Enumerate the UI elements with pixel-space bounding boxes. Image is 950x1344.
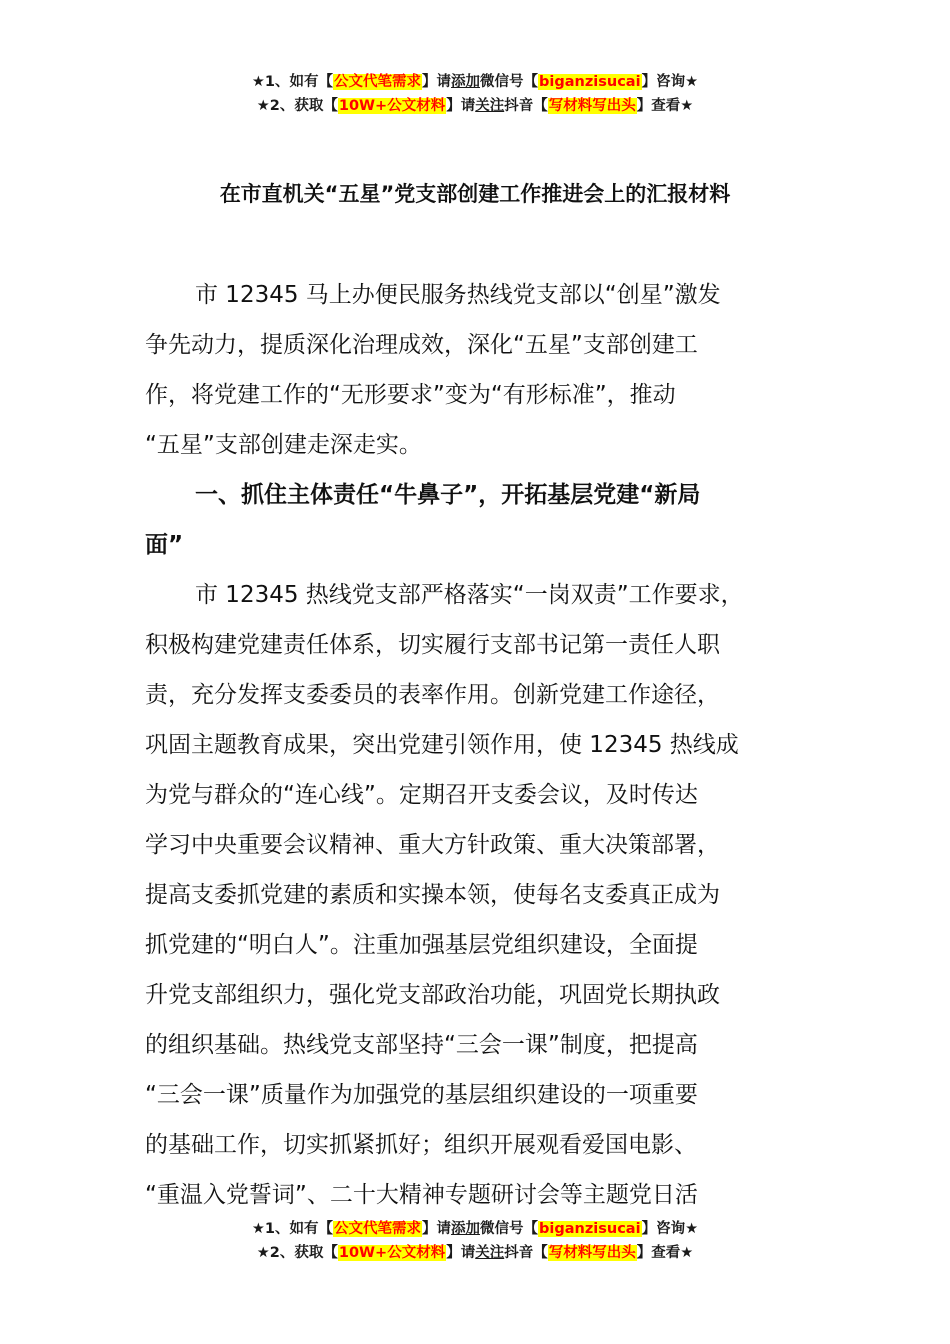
highlight-wechat-id: biganzisucai	[539, 74, 641, 90]
header-banner	[0, 70, 950, 118]
paragraph-1-line: 市 12345 马上办便民服务热线党支部以“创星”激发	[195, 282, 721, 308]
document-title: 在市直机关“五星”党支部创建工作推进会上的汇报材料	[219, 182, 731, 206]
paragraph-2-line: 巩固主题教育成果，突出党建引领作用，使 12345 热线成	[145, 732, 739, 758]
footer-banner-line-1: ★1、如有【公文代笔需求】请添加微信号【biganzisucai】咨询★	[251, 1221, 699, 1237]
section-heading-1-cont: 面”	[145, 532, 184, 558]
highlight-service: 公文代笔需求	[334, 74, 422, 90]
paragraph-2-line: “重温入党誓词”、二十大精神专题研讨会等主题党日活	[145, 1182, 698, 1208]
paragraph-2-line: 责，充分发挥支委委员的表率作用。创新党建工作途径，	[145, 682, 720, 708]
footer-banner	[0, 1217, 950, 1265]
paragraph-2-line: “三会一课”质量作为加强党的基层组织建设的一项重要	[145, 1082, 698, 1108]
paragraph-2-line: 积极构建党建责任体系，切实履行支部书记第一责任人职	[145, 632, 720, 658]
highlight-douyin-id: 写材料写出头	[548, 1245, 636, 1261]
paragraph-1-line: “五星”支部创建走深走实。	[145, 432, 422, 458]
highlight-wechat-id: biganzisucai	[539, 1221, 641, 1237]
footer-banner-line-2: ★2、获取【10W+公文材料】请关注抖音【写材料写出头】查看★	[256, 1245, 694, 1261]
paragraph-2-line: 的基础工作，切实抓紧抓好；组织开展观看爱国电影、	[145, 1132, 697, 1158]
header-banner-line-2: ★2、获取【10W+公文材料】请关注抖音【写材料写出头】查看★	[256, 98, 694, 114]
header-banner-line-1: ★1、如有【公文代笔需求】请添加微信号【biganzisucai】咨询★	[251, 74, 699, 90]
highlight-materials: 10W+公文材料	[338, 1245, 446, 1261]
paragraph-2-line: 升党支部组织力，强化党支部政治功能，巩固党长期执政	[145, 982, 720, 1008]
section-heading-1: 一、抓住主体责任“牛鼻子”，开拓基层党建“新局	[195, 482, 701, 508]
paragraph-2-line: 抓党建的“明白人”。注重加强基层党组织建设，全面提	[145, 932, 698, 958]
paragraph-2-line: 为党与群众的“连心线”。定期召开支委会议，及时传达	[145, 782, 698, 808]
paragraph-2-line: 学习中央重要会议精神、重大方针政策、重大决策部署，	[145, 832, 720, 858]
paragraph-1-line: 争先动力，提质深化治理成效，深化“五星”支部创建工	[145, 332, 698, 358]
paragraph-2-line: 的组织基础。热线党支部坚持“三会一课”制度，把提高	[145, 1032, 698, 1058]
highlight-materials: 10W+公文材料	[338, 98, 446, 114]
highlight-service: 公文代笔需求	[334, 1221, 422, 1237]
paragraph-1-line: 作，将党建工作的“无形要求”变为“有形标准”，推动	[145, 382, 676, 408]
highlight-douyin-id: 写材料写出头	[548, 98, 636, 114]
paragraph-2-line: 提高支委抓党建的素质和实操本领，使每名支委真正成为	[145, 882, 720, 908]
paragraph-2-line: 市 12345 热线党支部严格落实“一岗双责”工作要求，	[195, 582, 744, 608]
